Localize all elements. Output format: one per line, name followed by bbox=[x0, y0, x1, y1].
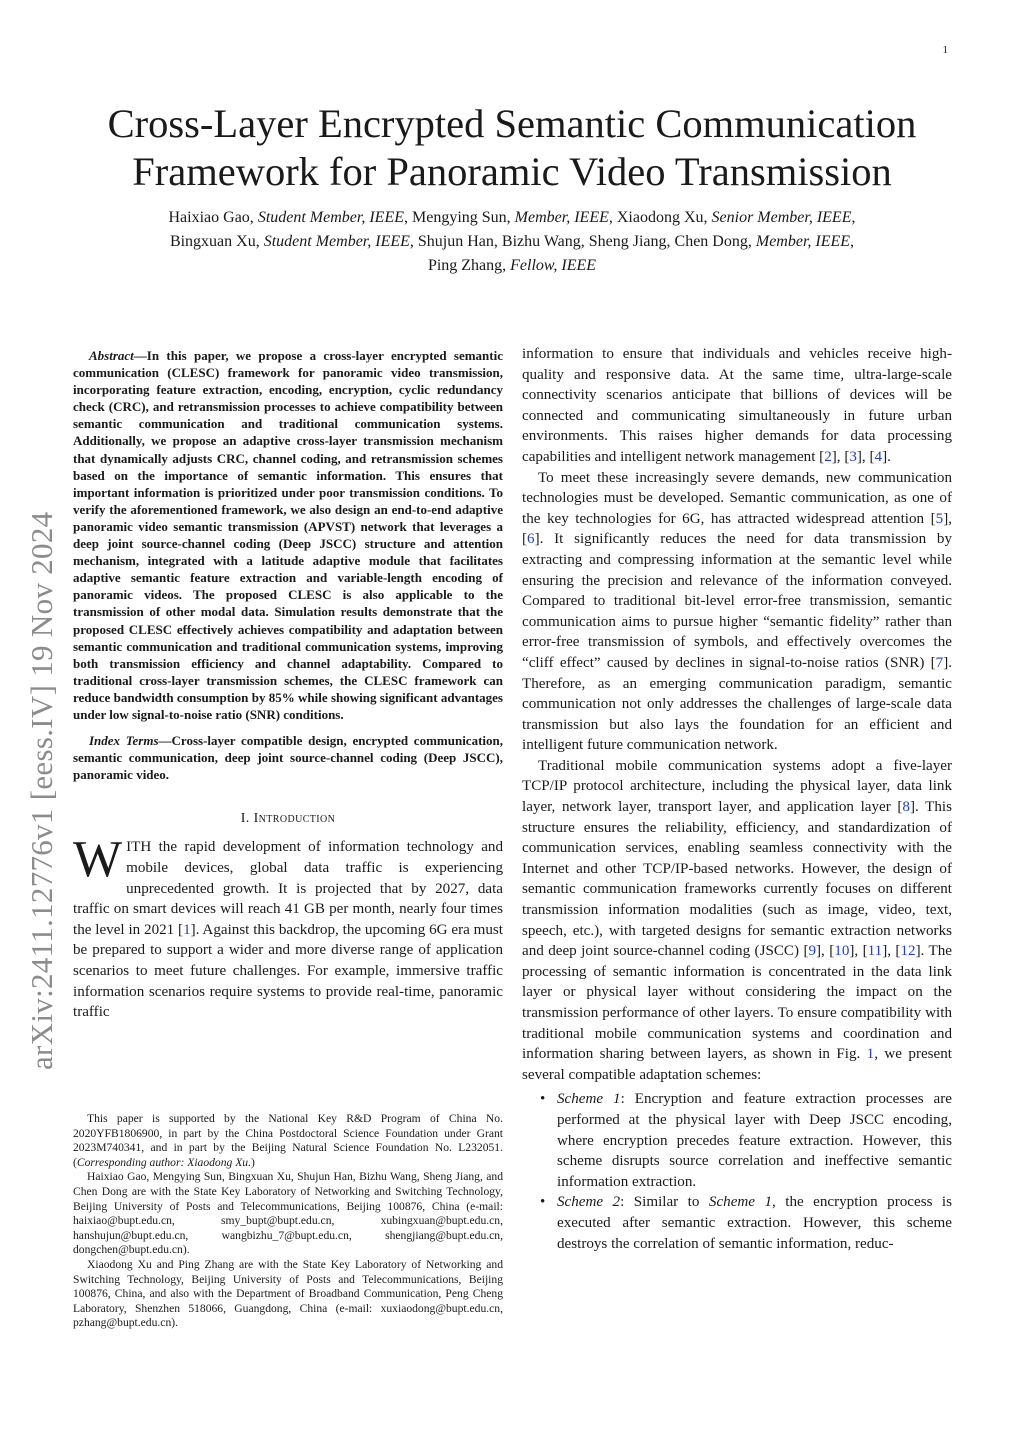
scheme-item bbox=[522, 1192, 952, 1254]
scheme-name: Scheme 1 bbox=[557, 1091, 621, 1108]
citation-link[interactable]: 12 bbox=[900, 943, 916, 960]
author-name: , Xiaodong Xu, bbox=[608, 209, 712, 226]
author-membership: Fellow, IEEE bbox=[510, 257, 597, 274]
scheme-list bbox=[522, 1089, 952, 1254]
author-membership: Member, IEEE bbox=[755, 233, 851, 250]
citation-link[interactable]: 2 bbox=[824, 448, 832, 465]
author-membership: Senior Member, IEEE bbox=[711, 209, 852, 226]
paper-title bbox=[80, 100, 944, 196]
citation-link[interactable]: 6 bbox=[527, 531, 535, 548]
paragraph-text: ], [ bbox=[816, 943, 835, 960]
abstract-lead: Abstract bbox=[89, 348, 134, 363]
bullet-icon: • bbox=[540, 1091, 546, 1108]
footnote-affiliation-2: Xiaodong Xu and Ping Zhang are with the State Key Laboratory of Networking and Switching Technology, Beijing University of Posts and Telecommunications, Beijing 100876, China, and also with the Department of Broadband Communication, Peng Cheng Laboratory, Shenzhen 518066, Guangdong, China (e-mail: xuxiaodong@bupt.edu.cn, pzhang@bupt.edu.cn). bbox=[73, 1257, 503, 1330]
title-line-1: Cross-Layer Encrypted Semantic Communication bbox=[107, 101, 917, 146]
author-name: , bbox=[850, 233, 855, 250]
citation-link[interactable]: 4 bbox=[874, 448, 883, 465]
footnote-funding: This paper is supported by the National Key R&D Program of China No. 2020YFB1806900, in part by the China Postdoctoral Science Foundation under Grant 2023M740341, and in part by the Beijing Natural Science Foundation No. L232051. (Corresponding author: Xiaodong Xu.) bbox=[73, 1112, 503, 1169]
introduction-paragraph bbox=[73, 831, 503, 1022]
paragraph-text: information to ensure that individuals and vehicles receive high-quality and responsive data. At the same time, ultra-large-scale connectivity scenarios anticipate that billions of devices will be connected and communicating simultaneously in future urban environments. This raises higher demands for data processing capabilities and intelligent network management [ bbox=[522, 346, 952, 465]
index-terms-lead: Index Terms bbox=[89, 733, 159, 749]
arxiv-id-text: arXiv:2411.12776v1 [eess.IV] 19 Nov 2024 bbox=[24, 511, 59, 1070]
right-column bbox=[522, 344, 952, 1254]
left-column bbox=[73, 347, 503, 1023]
footnote bbox=[73, 1112, 503, 1331]
body-paragraph-2 bbox=[522, 468, 952, 756]
citation-link[interactable]: 8 bbox=[902, 799, 910, 816]
body-paragraph-1 bbox=[522, 344, 952, 468]
citation-link[interactable]: 7 bbox=[935, 654, 944, 671]
body-paragraph-3 bbox=[522, 756, 952, 1086]
author-line-2 bbox=[80, 230, 944, 254]
dropcap: W bbox=[73, 831, 123, 889]
bullet-icon: • bbox=[540, 1194, 546, 1211]
section-heading-introduction: I. Introduction bbox=[240, 811, 336, 827]
title-line-2: Framework for Panoramic Video Transmission bbox=[132, 149, 892, 194]
paragraph-text: , we present several compatible adaptation schemes: bbox=[522, 1046, 952, 1083]
paragraph-text: ITH the rapid development of information technology and mobile devices, global data traffic is experiencing unprecedented growth. It is projected that by 2027, data traffic on smart devices will reach 41 GB per month, nearly four times the level in 2021 [ bbox=[73, 839, 503, 938]
citation-link[interactable]: 10 bbox=[834, 943, 850, 960]
paragraph-text: ], [ bbox=[849, 943, 868, 960]
footnote-affiliation-1: Haixiao Gao, Mengying Sun, Bingxuan Xu, Shujun Han, Bizhu Wang, Sheng Jiang, and Chen Dong are with the State Key Laboratory of Networking and Switching Technology, Beijing University of Posts and Telecommunications, Beijing 100876, China (e-mail: haixiao@bupt.edu.cn, smy_bupt@bupt.edu.cn, xubingxuan@bupt.edu.cn, hanshujun@bupt.edu.cn, wangbizhu_7@bupt.edu.cn, shengjiang@bupt.edu.cn, dongchen@bupt.edu.cn). bbox=[73, 1170, 503, 1257]
author-line-3 bbox=[80, 254, 944, 278]
author-list bbox=[80, 206, 944, 278]
paragraph-text: ], [ bbox=[831, 448, 850, 465]
paragraph-text: ], [ bbox=[522, 510, 952, 548]
author-name: Bingxuan Xu, bbox=[169, 233, 264, 250]
paragraph-text: To meet these increasingly severe demands, new communication technologies must be developed. Semantic communication, as one of the key technologies for 6G, has attracted widespread attention [ bbox=[522, 469, 952, 527]
scheme-item bbox=[522, 1089, 952, 1192]
scheme-text: , the encryption process is executed after semantic extraction. However, this scheme destroys the correlation of semantic information, reduc- bbox=[557, 1194, 952, 1252]
paragraph-text: ]. The processing of semantic information is concentrated in the data link layer or physical layer without considering the impact on the transmission performance of other layers. To ensure compatibility with traditional mobile communication systems and coordination and information sharing between layers, as shown in Fig. bbox=[522, 943, 952, 1063]
page-number: 1 bbox=[942, 44, 948, 56]
paragraph-text: ]. bbox=[882, 448, 891, 465]
index-terms bbox=[73, 732, 503, 783]
citation-link[interactable]: 9 bbox=[808, 943, 817, 960]
author-name: Haixiao Gao, bbox=[168, 209, 258, 226]
author-membership: Student Member, IEEE bbox=[263, 233, 410, 250]
paragraph-text: Traditional mobile communication systems adopt a five-layer TCP/IP protocol architecture, including the physical layer, data link layer, network layer, transport layer, and application layer [ bbox=[522, 757, 952, 816]
author-membership: Member, IEEE bbox=[514, 209, 609, 226]
paragraph-text: ]. It significantly reduces the need for data transmission by extracting and compressing information at the semantic level while ensuring the precision and relevance of the information conveyed. Compared to traditional bit-level error-free transmission, semantic communication aims to pursue higher “semantic fidelity” rather than error-free transmission of symbols, and effectively overcomes the “cliff effect” caused by declines in signal-to-noise ratios (SNR) [ bbox=[522, 531, 952, 671]
author-name: Ping Zhang, bbox=[427, 257, 511, 274]
paragraph-text: ], [ bbox=[882, 943, 901, 960]
abstract-text: —In this paper, we propose a cross-layer encrypted semantic communication (CLESC) framework for panoramic video transmission, incorporating feature extraction, encoding, encryption, cyclic redundancy check (CRC), and retransmission processes to achieve compatibility between semantic communication and traditional communication systems. Additionally, we propose an adaptive cross-layer transmission mechanism that dynamically adjusts CRC, channel coding, and retransmission schemes based on the importance of semantic information. This ensures that important information is prioritized under poor transmission conditions. To verify the aforementioned framework, we also design an end-to-end adaptive panoramic video semantic transmission (APVST) network that leverages a deep joint source-channel coding (Deep JSCC) structure and attention mechanism, integrated with a latitude adaptive module that facilitates adaptive semantic feature extraction and variable-length encoding of panoramic videos. The proposed CLESC is also applicable to the transmission of other modal data. Simulation results demonstrate that the proposed CLESC effectively achieves compatibility and adaptation between semantic communication and traditional communication systems, improving both transmission efficiency and channel adaptability. Compared to traditional cross-layer transmission schemes, the CLESC framework can reduce bandwidth consumption by 85% while showing significant advantages under low signal-to-noise ratio (SNR) conditions. bbox=[73, 348, 503, 722]
author-membership: Student Member, IEEE bbox=[257, 209, 404, 226]
citation-link[interactable]: 1 bbox=[866, 1046, 875, 1063]
author-name: , Mengying Sun, bbox=[404, 209, 515, 226]
author-name: , Shujun Han, Bizhu Wang, Sheng Jiang, Chen Dong, bbox=[409, 233, 756, 250]
paragraph-text: ]. This structure ensures the reliability, efficiency, and standardization of communication services, enabling seamless connectivity with the Internet and other TCP/IP-based networks. However, the design of semantic communication frameworks currently focuses on different transmission information modalities (such as image, video, text, speech, etc.), with targeted designs for semantic extraction networks and deep joint source-channel coding (JSCC) [ bbox=[522, 799, 952, 960]
paragraph-text: ]. Therefore, as an emerging communication paradigm, semantic communication not only addresses the challenges of large-scale data transmission but also lays the foundation for an efficient and intelligent future communication network. bbox=[522, 654, 952, 754]
author-name: , bbox=[851, 209, 856, 226]
corresponding-author: Corresponding author: Xiaodong Xu. bbox=[76, 1155, 251, 1169]
abstract bbox=[73, 347, 503, 723]
paragraph-text: ], [ bbox=[856, 448, 875, 465]
author-line-1 bbox=[80, 206, 944, 230]
citation-link[interactable]: 11 bbox=[867, 943, 883, 960]
paragraph-text: ]. Against this backdrop, the upcoming 6G era must be prepared to support a wider and more diverse range of application scenarios to meet future challenges. For example, immersive traffic information scenarios require systems to provide real-time, panoramic traffic bbox=[73, 921, 503, 1021]
citation-link[interactable]: 5 bbox=[935, 510, 944, 527]
scheme-name: Scheme 2 bbox=[557, 1194, 621, 1211]
scheme-name: Scheme 1 bbox=[708, 1194, 773, 1211]
citation-link[interactable]: 3 bbox=[849, 448, 857, 465]
scheme-text: : Encryption and feature extraction processes are performed at the physical layer with Deep JSCC encoding, where encryption precedes feature extraction. However, this scheme disrupts source correlation and ineffective semantic information extraction. bbox=[557, 1091, 952, 1190]
citation-link[interactable]: 1 bbox=[183, 921, 191, 938]
index-terms-text: —Cross-layer compatible design, encrypted communication, semantic communication, deep joint source-channel coding (Deep JSCC), panoramic video. bbox=[73, 733, 503, 783]
scheme-text: : Similar to bbox=[620, 1194, 709, 1211]
